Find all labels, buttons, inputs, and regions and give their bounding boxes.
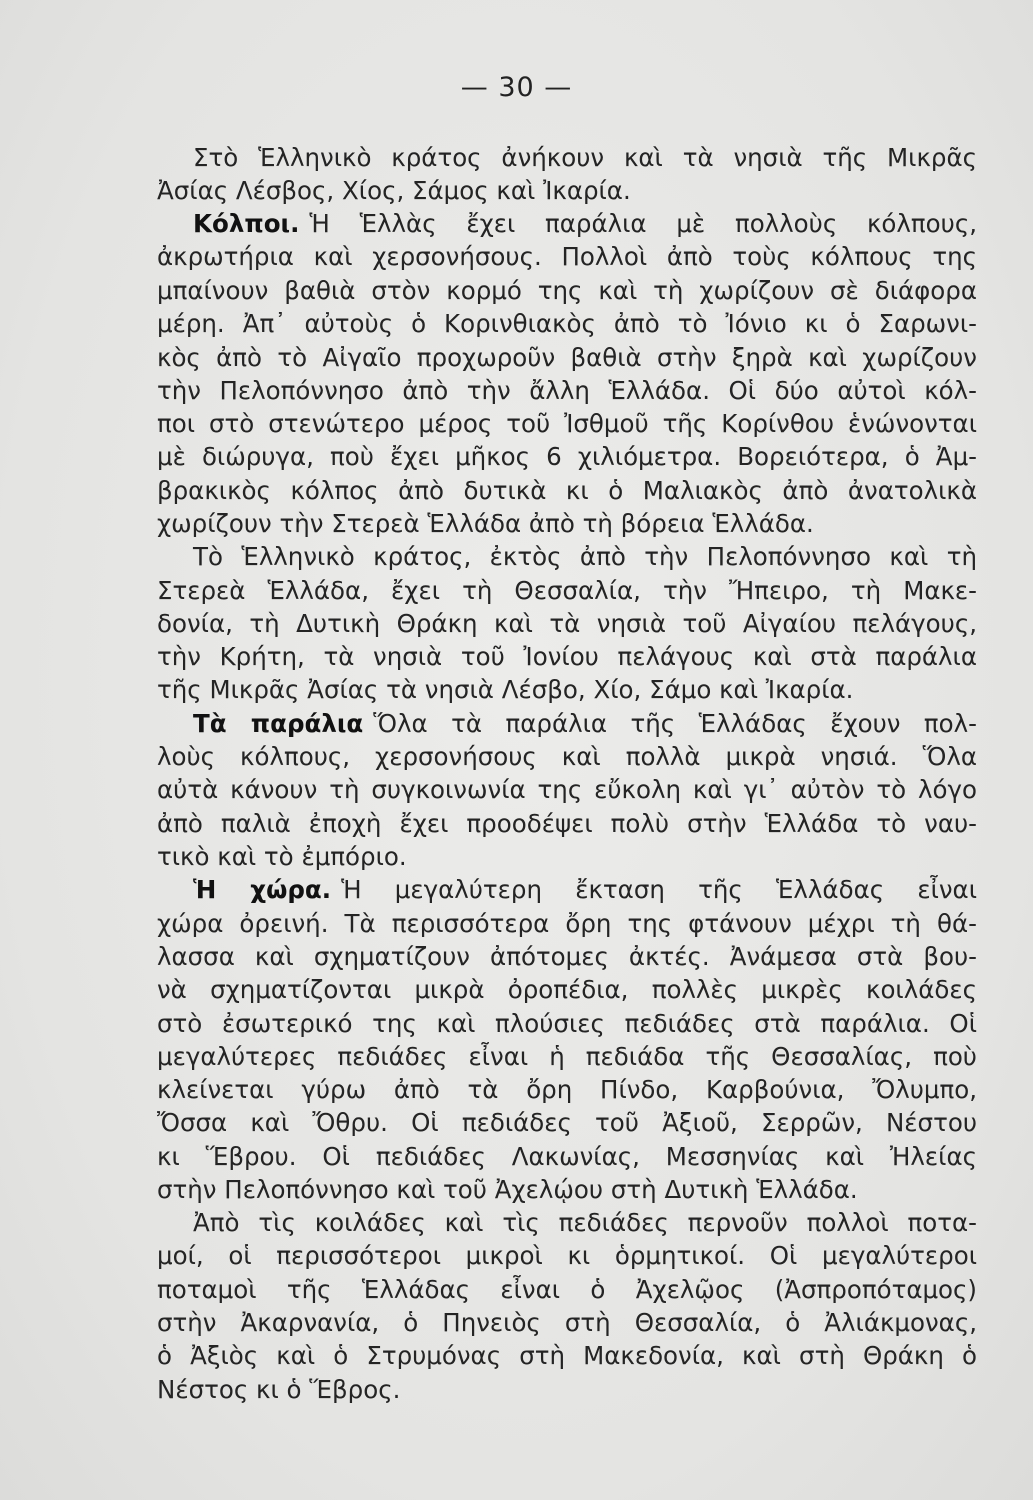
text-line: λασσα καὶ σχηματίζουν ἀπότομες ἀκτές. Ἀνάμεσα στὰ βου- (157, 942, 977, 971)
section-heading-paralia: Τὰ παράλια (193, 709, 364, 738)
text-line: δονία, τὴ Δυτικὴ Θράκη καὶ τὰ νησιὰ τοῦ Αἰγαίου πελάγους, (157, 609, 977, 638)
text-line: τῆς Μικρᾶς Ἀσίας τὰ νησιὰ Λέσβο, Χίο, Σάμο καὶ Ἰκαρία. (157, 675, 854, 704)
text-line: Ἀσίας Λέσβος, Χίος, Σάμος καὶ Ἰκαρία. (157, 176, 631, 205)
text-line: κλείνεται γύρω ἀπὸ τὰ ὄρη Πίνδο, Καρβούνια, Ὄλυμπο, (157, 1075, 977, 1104)
text-line: ἀκρωτήρια καὶ χερσονήσους. Πολλοὶ ἀπὸ τοὺς κόλπους της (157, 242, 977, 271)
text-line: Νέστος κι ὁ Ἕβρος. (157, 1375, 401, 1404)
text-line: μεγαλύτερες πεδιάδες εἶναι ἡ πεδιάδα τῆς Θεσσαλίας, ποὺ (157, 1042, 977, 1071)
text-line: ἀπὸ παλιὰ ἐποχὴ ἔχει προοδέψει πολὺ στὴν Ἑλλάδα τὸ ναυ- (157, 809, 977, 838)
text-run: Ὅλα τὰ παράλια τῆς Ἑλλάδας ἔχουν πολ- (373, 709, 978, 738)
text-line: Τὸ Ἑλληνικὸ κράτος, ἐκτὸς ἀπὸ τὴν Πελοπόννησο καὶ τὴ (193, 542, 977, 571)
text-line: τὴν Κρήτη, τὰ νησιὰ τοῦ Ἰονίου πελάγους καὶ στὰ παράλια (157, 642, 977, 671)
text-run: Ἡ Ἑλλὰς ἔχει παράλια μὲ πολλοὺς κόλπους, (309, 209, 977, 238)
text-line: λοὺς κόλπους, χερσονήσους καὶ πολλὰ μικρὰ νησιά. Ὅλα (157, 742, 977, 771)
text-line: βρακικὸς κόλπος ἀπὸ δυτικὰ κι ὁ Μαλιακὸς ἀπὸ ἀνατολικὰ (157, 476, 977, 505)
text-line: κι Ἕβρου. Οἱ πεδιάδες Λακωνίας, Μεσσηνίας καὶ Ἠλείας (157, 1142, 977, 1171)
text-line: νὰ σχηματίζονται μικρὰ ὀροπέδια, πολλὲς μικρὲς κοιλάδες (157, 975, 977, 1004)
text-line: χώρα ὀρεινή. Τὰ περισσότερα ὄρη της φτάνουν μέχρι τὴ θά- (157, 909, 977, 938)
section-heading-chora: Ἡ χώρα. (193, 875, 332, 904)
text-line: ποι στὸ στενώτερο μέρος τοῦ Ἰσθμοῦ τῆς Κορίνθου ἑνώνονται (157, 409, 977, 438)
text-line: χωρίζουν τὴν Στερεὰ Ἑλλάδα ἀπὸ τὴ βόρεια Ἑλλάδα. (157, 509, 814, 538)
text-line: μέρη. Ἀπ᾽ αὐτοὺς ὁ Κορινθιακὸς ἀπὸ τὸ Ἰόνιο κι ὁ Σαρωνι- (157, 309, 977, 338)
text-line: τικὸ καὶ τὸ ἐμπόριο. (157, 842, 407, 871)
text-run: Ἡ μεγαλύτερη ἔκταση τῆς Ἑλλάδας εἶναι (341, 875, 977, 904)
text-line: Ἀπὸ τὶς κοιλάδες καὶ τὶς πεδιάδες περνοῦν πολλοὶ ποτα- (193, 1208, 977, 1237)
text-line: μὲ διώρυγα, ποὺ ἔχει μῆκος 6 χιλιόμετρα. Βορειότερα, ὁ Ἀμ- (157, 442, 977, 471)
text-line: στὴν Πελοπόννησο καὶ τοῦ Ἀχελῴου στὴ Δυτικὴ Ἑλλάδα. (157, 1175, 858, 1204)
text-line: ποταμοὶ τῆς Ἑλλάδας εἶναι ὁ Ἀχελῷος (Ἀσπροπόταμος) (157, 1275, 977, 1304)
text-line: κὸς ἀπὸ τὸ Αἰγαῖο προχωροῦν βαθιὰ στὴν ξηρὰ καὶ χωρίζουν (157, 343, 977, 372)
text-line (193, 871, 977, 909)
text-line: Στὸ Ἑλληνικὸ κράτος ἀνήκουν καὶ τὰ νησιὰ τῆς Μικρᾶς (193, 143, 977, 172)
text-line: Στερεὰ Ἑλλάδα, ἔχει τὴ Θεσσαλία, τὴν Ἤπειρο, τὴ Μακε- (157, 576, 977, 605)
text-line: μπαίνουν βαθιὰ στὸν κορμό της καὶ τὴ χωρίζουν σὲ διάφορα (157, 276, 977, 305)
text-line: αὐτὰ κάνουν τὴ συγκοινωνία της εὔκολη καὶ γι᾽ αὐτὸν τὸ λόγο (157, 775, 977, 804)
text-line: μοί, οἱ περισσότεροι μικροὶ κι ὁρμητικοί. Οἱ μεγαλύτεροι (157, 1241, 977, 1270)
text-line: στὴν Ἀκαρνανία, ὁ Πηνειὸς στὴ Θεσσαλία, ὁ Ἀλιάκμονας, (157, 1308, 977, 1337)
text-line: τὴν Πελοπόννησο ἀπὸ τὴν ἄλλη Ἑλλάδα. Οἱ δύο αὐτοὶ κόλ- (157, 376, 977, 405)
text-line: στὸ ἐσωτερικό της καὶ πλούσιες πεδιάδες στὰ παράλια. Οἱ (157, 1009, 977, 1038)
text-line: ὁ Ἀξιὸς καὶ ὁ Στρυμόνας στὴ Μακεδονία, καὶ στὴ Θράκη ὁ (157, 1341, 977, 1370)
page-number: — 30 — (460, 72, 573, 103)
section-heading-kolpoi: Κόλποι. (193, 209, 300, 238)
text-line: Ὄσσα καὶ Ὄθρυ. Οἱ πεδιάδες τοῦ Ἀξιοῦ, Σερρῶν, Νέστου (157, 1108, 977, 1137)
